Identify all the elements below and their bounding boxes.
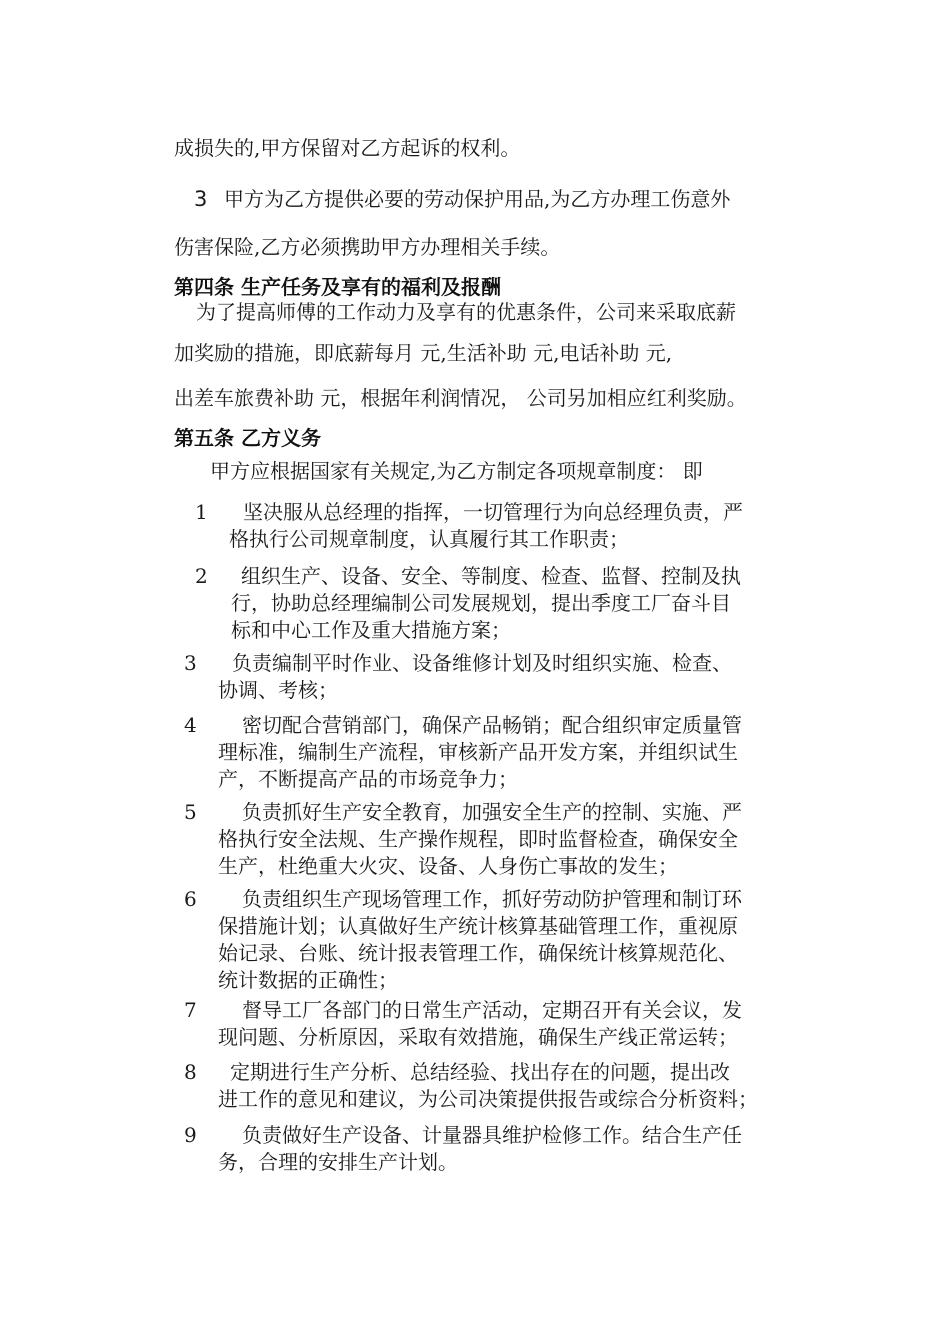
article-4-line-3: 出差车旅费补助 元，根据年利润情况， 公司另加相应红利奖励。: [174, 386, 747, 410]
item-7-line-1: 督导工厂各部门的日常生产活动，定期召开有关会议，发: [242, 998, 742, 1022]
list-item: [231, 563, 741, 644]
article-5-intro: 甲方应根据国家有关规定,为乙方制定各项规章制度： 即: [210, 459, 703, 483]
list-item: [218, 650, 732, 704]
item-1-line-2: 格执行公司规章制度，认真履行其工作职责；: [229, 527, 629, 551]
item-3-line-2: 协调、考核；: [218, 678, 338, 702]
item-5-line-2: 格执行安全法规、生产操作规程，即时监督检查，确保安全: [218, 827, 738, 851]
item-4-line-2: 理标准，编制生产流程，审核新产品开发方案，并组织试生: [218, 740, 738, 764]
item-3-number: 3: [184, 651, 197, 675]
item-2-line-1: 组织生产、设备、安全、等制度、检查、监督、控制及执: [241, 564, 741, 588]
list-item: [218, 712, 742, 793]
item-1-number: 1: [195, 500, 208, 524]
item-1-line-1: 坚决服从总经理的指挥，一切管理行为向总经理负责，严: [243, 500, 743, 524]
clause-3-number: 3: [194, 187, 208, 211]
list-item: [229, 499, 743, 553]
list-item: [218, 799, 742, 880]
item-8-number: 8: [184, 1060, 197, 1084]
item-5-line-1: 负责抓好生产安全教育，加强安全生产的控制、实施、严: [242, 800, 742, 824]
item-5-line-3: 生产，杜绝重大火灾、设备、人身伤亡事故的发生；: [218, 854, 678, 878]
article-4-line-2: 加奖励的措施，即底薪每月 元,生活补助 元,电话补助 元,: [174, 341, 673, 365]
item-2-number: 2: [195, 564, 208, 588]
list-item: [218, 1059, 758, 1113]
item-2-line-3: 标和中心工作及重大措施方案；: [231, 618, 511, 642]
item-3-line-1: 负责编制平时作业、设备维修计划及时组织实施、检查、: [232, 651, 732, 675]
item-6-line-2: 保措施计划；认真做好生产统计核算基础管理工作，重视原: [218, 914, 738, 938]
list-item: [218, 997, 742, 1051]
article-4-heading: 第四条 生产任务及享有的福利及报酬: [174, 275, 501, 299]
list-item: [218, 886, 742, 994]
item-5-number: 5: [184, 800, 197, 824]
clause-3-line-2: 伤害保险,乙方必须携助甲方办理相关手续。: [174, 235, 561, 259]
item-8-line-2: 进工作的意见和建议，为公司决策提供报告或综合分析资料；: [218, 1087, 758, 1111]
item-9-line-1: 负责做好生产设备、计量器具维护检修工作。结合生产任: [242, 1123, 742, 1147]
item-7-number: 7: [184, 998, 197, 1022]
list-item: [218, 1122, 742, 1176]
item-4-line-1: 密切配合营销部门，确保产品畅销；配合组织审定质量管: [242, 713, 742, 737]
item-9-number: 9: [184, 1123, 197, 1147]
item-4-line-3: 产，不断提高产品的市场竞争力；: [218, 767, 518, 791]
item-6-number: 6: [184, 887, 197, 911]
item-7-line-2: 现问题、分析原因，采取有效措施，确保生产线正常运转；: [218, 1025, 738, 1049]
article-5-heading: 第五条 乙方义务: [174, 426, 321, 450]
clause-3-line-1: 甲方为乙方提供必要的劳动保护用品,为乙方办理工伤意外: [224, 187, 731, 211]
item-2-line-2: 行，协助总经理编制公司发展规划，提出季度工厂奋斗目: [231, 591, 731, 615]
intro-line-1: 成损失的,甲方保留对乙方起诉的权利。: [174, 136, 521, 160]
item-8-line-1: 定期进行生产分析、总结经验、找出存在的问题，提出改: [230, 1060, 730, 1084]
item-4-number: 4: [184, 713, 197, 737]
item-6-line-3: 始记录、台账、统计报表管理工作，确保统计核算规范化、: [218, 941, 738, 965]
item-9-line-2: 务，合理的安排生产计划。: [218, 1150, 458, 1174]
article-4-line-1: 为了提高师傅的工作动力及享有的优惠条件，公司来采取底薪: [196, 300, 736, 324]
item-6-line-4: 统计数据的正确性；: [218, 968, 398, 992]
item-6-line-1: 负责组织生产现场管理工作，抓好劳动防护管理和制订环: [242, 887, 742, 911]
